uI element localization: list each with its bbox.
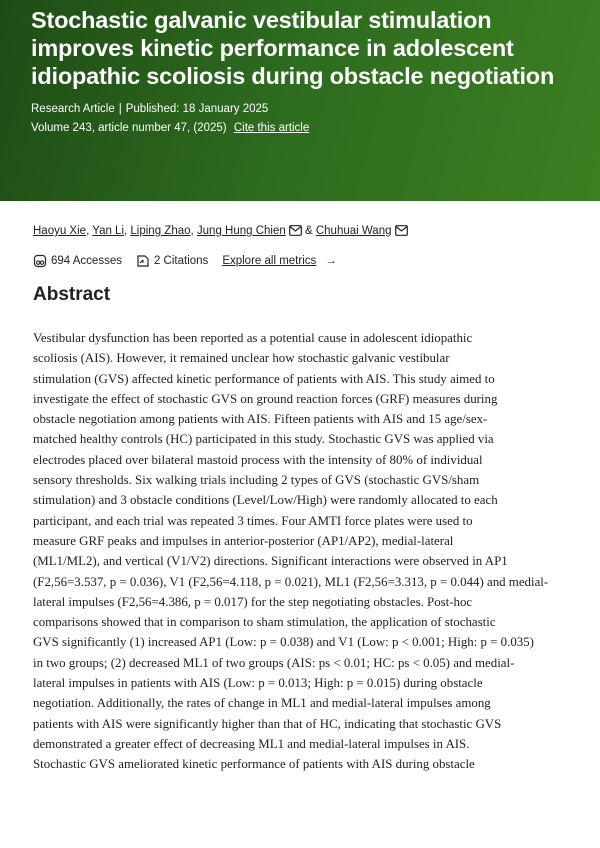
abstract-line: in two groups; (2) decreased ML1 of two groups (AIS: ps < 0.01; HC: ps < 0.05) and medial- — [33, 655, 515, 670]
meta-separator: | — [118, 103, 122, 115]
accesses-icon — [33, 254, 47, 268]
abstract-heading: Abstract — [33, 284, 111, 305]
abstract-line: measure GRF peaks and impulses in anterior-posterior (AP1/AP2), medial-lateral — [33, 533, 454, 548]
author-separator: , — [124, 225, 131, 237]
abstract-line: scoliosis (AIS). However, it remained unclear how stochastic galvanic vestibular — [33, 351, 450, 366]
explore-metrics-label: Explore all metrics — [222, 255, 317, 267]
published-date: Published: 18 January 2025 — [125, 103, 269, 115]
abstract-line: comparisons showed that in comparison to sham stimulation, the application of stochastic — [33, 615, 496, 630]
author-separator: , — [86, 225, 93, 237]
abstract-line: electrodes placed over bilateral mastoid process with the intensity of 80% of individual — [33, 452, 483, 467]
author-separator: , — [190, 225, 197, 237]
citations-count: 2 Citations — [153, 255, 209, 267]
author-link[interactable]: Liping Zhao — [130, 225, 191, 237]
abstract-line: Stochastic GVS ameliorated kinetic performance of patients with AIS during obstacle — [33, 757, 475, 772]
abstract-line: (ML1/ML2), and vertical (V1/V2) directions. Significant interactions were observed in AP1 — [33, 554, 508, 569]
volume-info: Volume 243, article number 47, (2025) — [31, 122, 227, 134]
abstract-line: investigate the effect of stochastic GVS on ground reaction forces (GRF) measures during — [33, 391, 498, 406]
abstract-line: stimulation (GVS) affected kinetic performance of patients with AIS. This study aimed to — [33, 371, 495, 386]
article-header — [0, 0, 600, 201]
author-link[interactable]: Jung Hung Chien — [196, 225, 286, 237]
article-type: Research Article — [31, 103, 115, 115]
article-title: Stochastic galvanic vestibular stimulation improves kinetic performance in adolescent idiopathic scoliosis during obstacle negotiation — [31, 7, 555, 89]
abstract-body — [33, 328, 573, 828]
author-link[interactable]: Yan Li — [92, 225, 125, 237]
article-content — [0, 222, 600, 828]
abstract-line: Vestibular dysfunction has been reported as a potential cause in adolescent idiopathic — [33, 331, 473, 345]
abstract-line: demonstrated a greater effect of decreasing ML1 and medial-lateral impulses in AIS. — [33, 736, 470, 751]
mail-icon[interactable] — [289, 225, 302, 236]
citations-icon — [136, 254, 150, 268]
article-meta — [31, 100, 570, 138]
abstract-line: GVS significantly (1) increased AP1 (Low: p = 0.038) and V1 (Low: p < 0.001; High: p = 0.035) — [33, 635, 534, 650]
author-list — [33, 222, 570, 240]
abstract-line: obstacle negotiation among patients with AIS. Fifteen patients with AIS and 15 age/sex- — [33, 412, 488, 427]
citations-metric — [136, 254, 208, 268]
abstract-line: lateral impulses in patients with AIS (Low: p = 0.013; High: p = 0.015) during obstacle — [33, 676, 483, 691]
abstract-line: stimulation) and 3 obstacle conditions (Level/Low/High) were randomly allocated to each — [33, 493, 498, 508]
abstract-line: sensory thresholds. Six walking trials including 2 types of GVS (stochastic GVS/sham — [33, 473, 480, 488]
explore-metrics-link[interactable] — [222, 255, 336, 267]
author-link[interactable]: Haoyu Xie — [33, 225, 87, 237]
metrics-bar — [33, 254, 570, 268]
abstract-line: (F2,56=3.537, p = 0.036), V1 (F2,56=4.118, p = 0.021), ML1 (F2,56=3.313, p = 0.044) and medial- — [33, 574, 549, 589]
mail-icon[interactable] — [395, 225, 408, 236]
abstract-line: lateral impulses (F2,56=4.386, p = 0.017) for the step negotiating obstacles. Post-hoc — [33, 594, 473, 609]
abstract-line: participant, and each trial was repeated 3 times. Four AMTI force plates were used to — [33, 513, 473, 528]
accesses-count: 694 Accesses — [51, 255, 122, 267]
cite-this-article-link[interactable]: Cite this article — [233, 122, 310, 134]
author-link[interactable]: Chuhuai Wang — [315, 225, 392, 237]
abstract-line: negotiation. Additionally, the rates of change in ML1 and medial-lateral impulses among — [33, 696, 491, 711]
abstract-line: matched healthy controls (HC) participated in this study. Stochastic GVS was applied via — [33, 432, 494, 447]
abstract-line: patients with AIS were significantly higher than that of HC, indicating that stochastic GVS — [33, 716, 502, 731]
author-separator: & — [301, 225, 316, 237]
accesses-metric — [33, 254, 122, 268]
arrow-right-icon: → — [325, 255, 337, 267]
